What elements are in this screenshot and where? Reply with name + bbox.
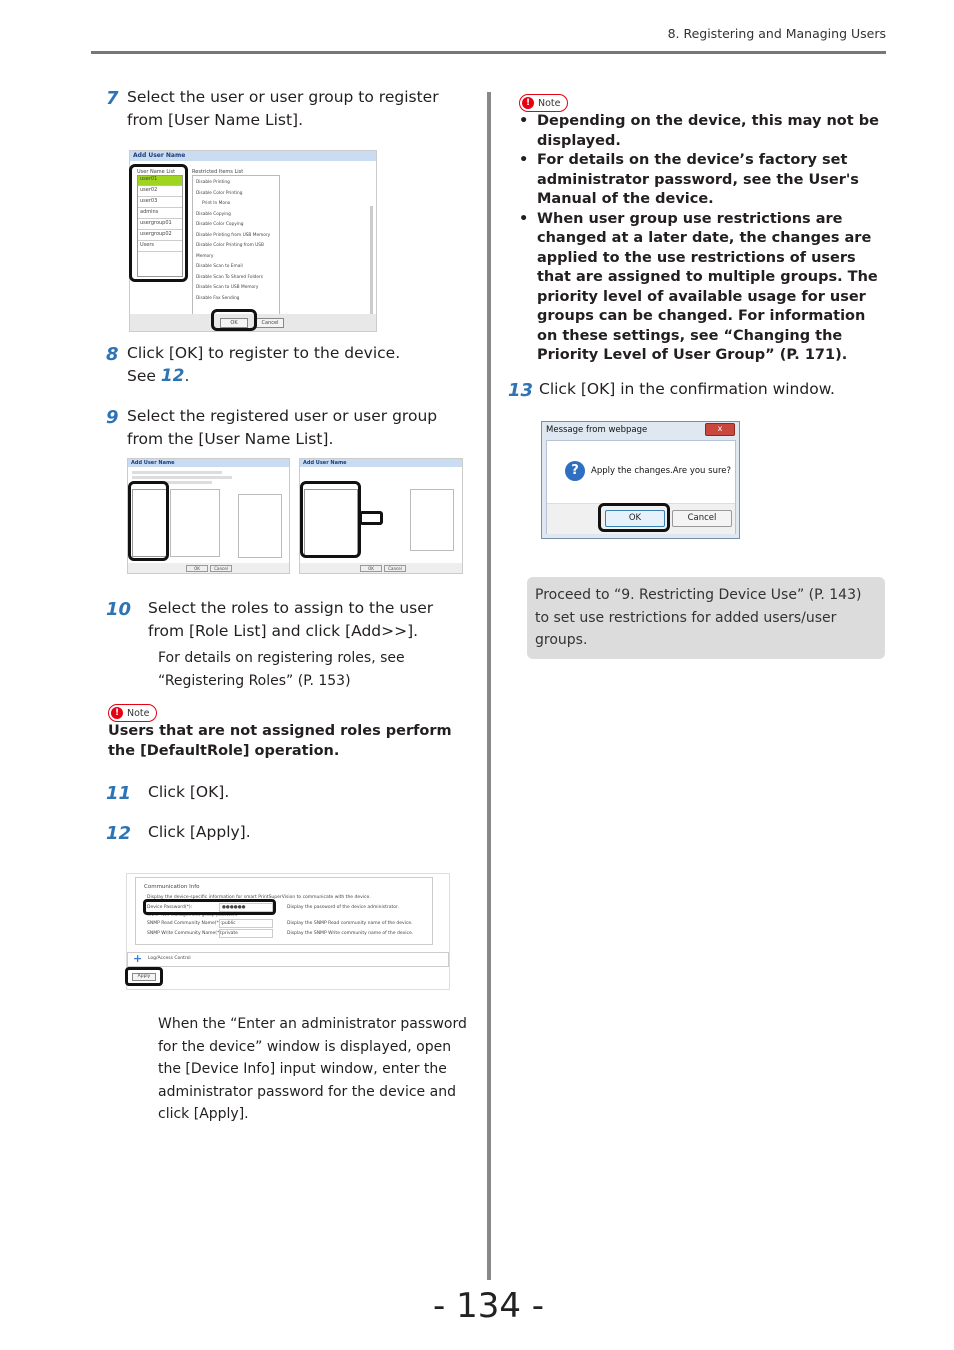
user-list-item[interactable]: user03 xyxy=(138,197,182,208)
plus-icon[interactable]: + xyxy=(133,952,143,965)
shot2-right-cancel-button[interactable]: Cancel xyxy=(384,565,406,572)
shot1-restricted-label: Restricted Items List xyxy=(192,169,244,175)
comm-info-desc: Display the device-specific information for smart PrintSuperVision to communicate with the device. xyxy=(147,895,371,900)
step-8-line-1: Click [OK] to register to the device. xyxy=(127,344,401,362)
highlight-apply xyxy=(125,967,163,986)
step-10-subtext: For details on registering roles, see “Registering Roles” (P. 153) xyxy=(158,650,405,689)
dialog-title: Message from webpage xyxy=(546,425,648,435)
shot2-right-ok-button[interactable]: OK xyxy=(360,565,382,572)
step-13-text: Click [OK] in the confirmation window. xyxy=(539,380,835,398)
step-7-text: Select the user or user group to register from [User Name List]. xyxy=(127,88,439,129)
exclamation-icon: ! xyxy=(522,97,534,109)
shot2-desc-line xyxy=(132,471,222,474)
step-8-ref-link[interactable]: 12 xyxy=(160,366,185,386)
apply-button[interactable]: Apply xyxy=(132,973,156,981)
user-list-item[interactable]: usergroup02 xyxy=(138,230,182,241)
snmp-note: SNMP Net Management group password xyxy=(147,913,238,918)
column-divider xyxy=(487,92,491,1280)
close-icon[interactable]: x xyxy=(705,423,735,436)
restricted-item[interactable]: Disable Printing from USB Memory xyxy=(196,232,271,238)
comm-info-title: Communication Info xyxy=(144,884,200,890)
step-10-text: Select the roles to assign to the user from [Role List] and click [Add>>]. xyxy=(148,599,434,640)
note-right-item: • Depending on the device, this may not be displayed. xyxy=(519,112,887,151)
snmp-write-input[interactable]: private xyxy=(219,929,273,938)
communication-info-screenshot xyxy=(126,873,450,990)
note-right-list xyxy=(519,112,887,366)
device-password-help: Display the password of the device administrator. xyxy=(287,905,399,910)
page-number: - 134 - xyxy=(433,1286,545,1326)
step-10-number: 10 xyxy=(106,599,132,620)
step-13-number: 13 xyxy=(508,380,534,401)
step-12-subtext: When the “Enter an administrator password for the device” window is displayed, open the [Device Info] input window, enter the administrator password for the device and click [Apply]. xyxy=(158,1016,467,1122)
highlight-device-password xyxy=(143,899,276,915)
shot2-left-ok-button[interactable]: OK xyxy=(186,565,208,572)
user-list-item[interactable]: user02 xyxy=(138,186,182,197)
user-list-item[interactable]: usergroup01 xyxy=(138,219,182,230)
snmp-read-label: SNMP Read Community Name(*): xyxy=(147,921,223,926)
section-header: 8. Registering and Managing Users xyxy=(667,26,886,41)
shot2-left-title: Add User Name xyxy=(128,459,289,467)
restricted-item[interactable]: Disable Scan to Email xyxy=(196,264,243,269)
restricted-item[interactable]: Disable Scan to USB Memory xyxy=(196,285,259,290)
restricted-item[interactable]: Disable Copying xyxy=(196,211,231,217)
highlight-add-button xyxy=(359,511,383,525)
snmp-read-input[interactable]: public xyxy=(219,919,273,928)
step-9-text: Select the registered user or user group from the [User Name List]. xyxy=(127,407,438,448)
user-list-item[interactable]: Users xyxy=(138,241,182,252)
step-8-line-2 xyxy=(127,365,467,388)
step-8-number: 8 xyxy=(106,344,119,365)
question-icon: ? xyxy=(565,461,585,481)
proceed-box: Proceed to “9. Restricting Device Use” (P. 143) to set use restrictions for added users/user groups. xyxy=(527,577,885,659)
shot1-cancel-button[interactable]: Cancel xyxy=(256,318,284,328)
dialog-ok-button[interactable]: OK xyxy=(605,510,665,527)
note-right-item: • When user group use restrictions are changed at a later date, the changes are applied to the use restrictions of users that are assigned to multiple groups. The priority level of available usage for user groups can be changed. For information on these settings, see “Changing the Priority Level of User Group” (P. 171). xyxy=(519,210,887,366)
highlight-user-list-2 xyxy=(128,481,169,561)
restricted-item[interactable]: Disable Color Printing from USB Memory xyxy=(196,243,264,259)
dialog-cancel-button[interactable]: Cancel xyxy=(672,510,732,527)
step-9-number: 9 xyxy=(106,407,119,428)
shot2-right-title: Add User Name xyxy=(300,459,462,467)
highlight-ok xyxy=(211,309,257,331)
note-label: Note xyxy=(538,97,561,109)
restricted-item[interactable]: Disable Color Copying xyxy=(196,222,244,227)
log-access-label: Log/Access Control xyxy=(148,956,191,961)
shot2-assigned-list[interactable] xyxy=(238,494,282,558)
user-list-item[interactable]: admins xyxy=(138,208,182,219)
note-badge-left xyxy=(108,700,157,722)
highlight-dialog-ok xyxy=(598,503,670,532)
shot2-left-cancel-button[interactable]: Cancel xyxy=(210,565,232,572)
log-access-row[interactable] xyxy=(127,952,449,967)
step-11-number: 11 xyxy=(106,783,132,804)
highlight-user-list-3 xyxy=(300,481,361,558)
shot2-desc-line xyxy=(132,476,232,479)
restricted-item[interactable]: Disable Color Printing xyxy=(196,190,243,196)
shot2-role-list[interactable] xyxy=(170,489,220,557)
shot2-left-footer xyxy=(128,563,289,573)
device-password-label: Device Password(*): xyxy=(147,905,193,910)
shot1-list-label: User Name List xyxy=(137,169,176,175)
user-list-item[interactable]: user01 xyxy=(138,176,182,186)
note-label: Note xyxy=(127,707,150,719)
restricted-item[interactable]: Disable Scan To Shared Folders xyxy=(196,274,264,280)
step-8-text xyxy=(127,342,467,388)
step-7-number: 7 xyxy=(106,88,119,109)
note-left-text: Users that are not assigned roles perform the [DefaultRole] operation. xyxy=(108,723,452,759)
highlight-user-list xyxy=(129,164,188,282)
exclamation-icon: ! xyxy=(111,707,123,719)
note-right-item: • For details on the device’s factory set administrator password, see the User's Manual of the device. xyxy=(519,151,887,210)
device-password-input[interactable]: ●●●●●● xyxy=(219,903,273,912)
header-rule xyxy=(91,51,886,54)
shot1-title: Add User Name xyxy=(130,151,376,161)
shot1-scrollbar[interactable] xyxy=(370,206,373,316)
shot1-ok-button[interactable]: OK xyxy=(220,318,248,328)
shot2-right-assigned-list[interactable] xyxy=(410,489,454,551)
step-8-see: See xyxy=(127,367,161,385)
snmp-write-help: Display the SNMP Write community name of the device. xyxy=(287,931,414,936)
step-8-period: . xyxy=(184,367,190,385)
snmp-read-help: Display the SNMP Read community name of the device. xyxy=(287,921,413,926)
restricted-items-list[interactable] xyxy=(192,175,280,315)
step-11-text: Click [OK]. xyxy=(148,783,230,801)
step-12-number: 12 xyxy=(106,823,132,844)
restricted-item[interactable]: Disable Printing xyxy=(196,180,230,185)
step-12-text: Click [Apply]. xyxy=(148,823,251,841)
note-badge-right xyxy=(519,90,568,112)
restricted-item[interactable]: Disable Fax Sending xyxy=(196,295,240,301)
restricted-item[interactable]: Print In Mono xyxy=(202,201,231,206)
dialog-message: Apply the changes.Are you sure? xyxy=(591,466,732,476)
snmp-write-label: SNMP Write Community Name(*): xyxy=(147,931,223,936)
